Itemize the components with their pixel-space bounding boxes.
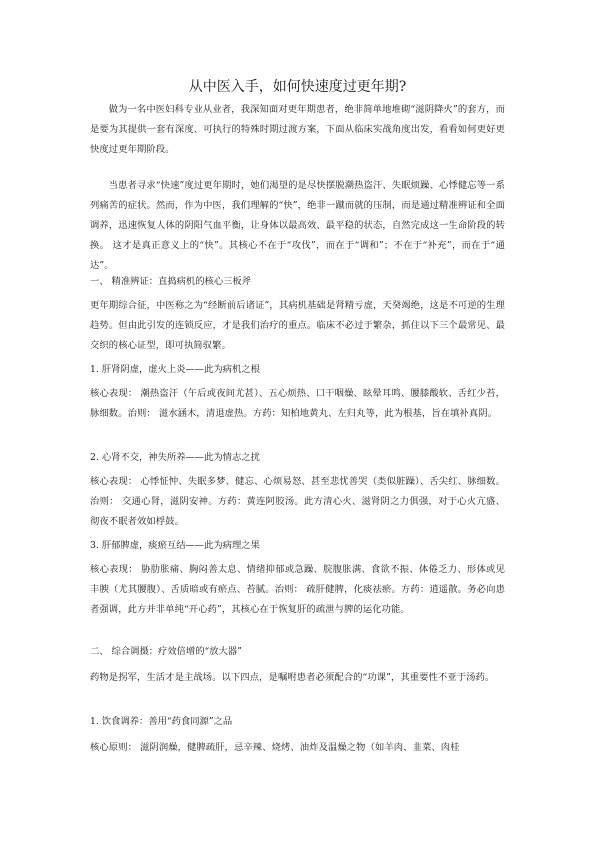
section-1-body: 更年期综合征，中医称之为“经断前后诸证”，其病机基础是肾精亏虚，天癸竭绝，这是不可逆的生理趋势。但由此引发的连锁反应，才是我们治疗的重点。临床不必过于繁杂，抓住以下三个最常见、最交织的核心证型，即可执简驭繁。 [90, 300, 505, 351]
section-1-heading: 一、 精准辨证：直捣病机的核心三板斧 [90, 276, 252, 287]
subsection-2-1-heading: 1. 饮食调养：善用“药食同源”之品 [90, 716, 233, 727]
subsection-1-2-heading: 2. 心肾不交，神失所养——此为情志之扰 [90, 452, 260, 463]
section-2-body: 药物是拐军，生活才是主战场。以下四点，是嘱咐患者必须配合的“功课”，其重要性不亚于汤药。 [90, 672, 495, 683]
subsection-1-3-heading: 3. 肝郁脾虚，痰瘀互结——此为病理之果 [90, 540, 260, 551]
intro-paragraph-1: 做为一名中医妇科专业从业者，我深知面对更年期患者，绝非简单地堆砌“滋阴降火”的套方，而是要为其提供一套有深度、可执行的特殊时期过渡方案，下面从临床实战角度出发，看看如何更好更快度过更年期阶段。 [90, 104, 505, 155]
section-2-heading: 二、 综合调摄：疗效倍增的“放大器” [90, 646, 242, 657]
subsection-1-2-body: 核心表现： 心悸怔忡、失眠多梦、健忘、心烦易怒、甚至悲忧善哭（类似脏躁）、舌尖红、脉细数。治则： 交通心肾，滋阴安神。方药：黄连阿胶汤。此方清心火、滋肾阴之力俱强，对于心火亢盛、彻夜不眠者效如桴鼓。 [90, 476, 505, 527]
subsection-1-1-heading: 1. 肝肾阴虚，虚火上炎——此为病机之根 [90, 364, 260, 375]
subsection-2-1-body: 核心原则： 滋阴润燥，健脾疏肝，忌辛辣、烧烤、油炸及温燥之物（如羊肉、韭菜、肉桂 [90, 742, 460, 753]
subsection-1-3-body: 核心表现： 胁肋胀痛、胸闷善太息、情绪抑郁或急躁、脘腹胀满、食欲不振、体倦乏力、形体或见丰腴（尤其腰腹）、舌质暗或有瘀点、苔腻。治则： 疏肝健脾，化痰祛瘀。方药：逍遥散。务必向患者强调，此方并非单纯“开心药”，其核心在于恢复肝的疏泄与脾的运化功能。 [90, 564, 505, 615]
document-title: 从中医入手，如何快速度过更年期? [188, 79, 407, 95]
subsection-1-1-body: 核心表现： 潮热盗汗（午后或夜间尤甚）、五心烦热、口干咽燥、眩晕耳鸣、腰膝酸软、舌红少苔，脉细数。治则： 滋水涵木，清退虚热。方药：知柏地黄丸、左归丸等，此为根基，旨在填补真阴。 [90, 388, 505, 419]
intro-paragraph-2: 当患者寻求“快速”度过更年期时，她们渴望的是尽快摆脱潮热盗汗、失眠烦躁、心悸健忘等一系列痛苦的症状。然而，作为中医，我们理解的“快”，绝非一蹴而就的压制，而是通过精准辨证和全面调养，迅速恢复人体的阴阳气血平衡，让身体以最高效、最平稳的状态，自然完成这一生命阶段的转换。 这才是真正意义上的“快”。其核心不在于“攻伐”，而在于“调和”；不在于“补充”，而在于“通达”。 [90, 180, 505, 271]
